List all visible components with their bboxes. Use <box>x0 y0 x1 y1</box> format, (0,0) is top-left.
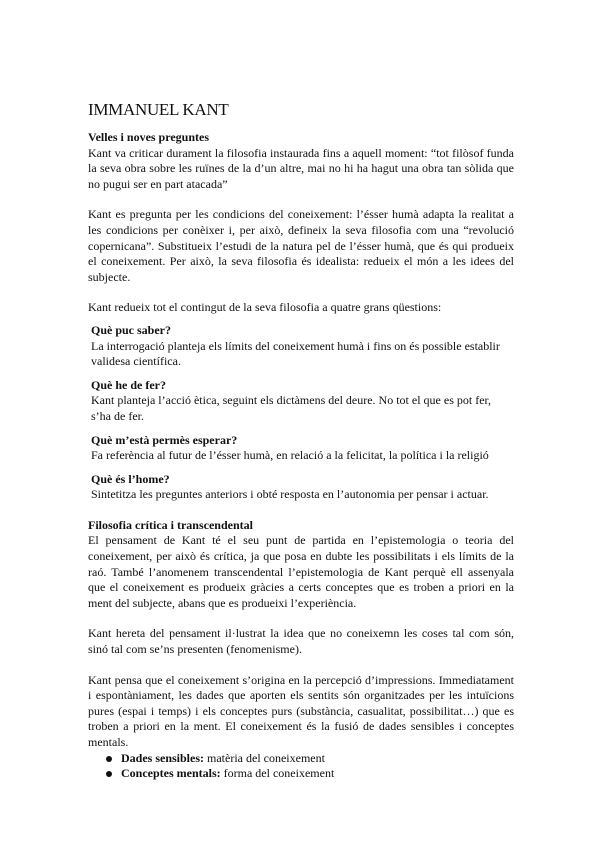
page-title: IMMANUEL KANT <box>88 100 229 120</box>
paragraph: El pensament de Kant té el seu punt de partida en l’epistemologia o teoria del coneixement, per això és crítica, ja que posa en dubte les possibilitats i els límits de la raó. També l’anomenem transcendental l’epistemologia de Kant perquè ell assenyala que el coneixement es produeix gràcies a certs conceptes que es troben a priori en la ment del subjecte, abans que es produeixi l’experiència. <box>88 533 514 610</box>
question-block <box>91 433 514 464</box>
bullet-term: Conceptes mentals: <box>121 766 221 781</box>
bullet-icon <box>106 771 112 777</box>
list-item <box>106 766 514 782</box>
bullet-desc: forma del coneixement <box>220 766 335 781</box>
paragraph: Kant pensa que el coneixement s’origina en la percepció d’impressions. Immediatament i espontàniament, les dades que aporten els sentits són organitzades per les intuïcions pures (espai i temps) i els conceptes purs (substància, casualitat, possibilitat…) que es troben a priori en la ment. El coneixement és la fusió de dades sensibles i conceptes mentals. <box>88 672 514 749</box>
question-heading: Què he de fer? <box>91 377 166 392</box>
question-block <box>91 378 514 425</box>
list-item <box>106 751 514 767</box>
bullet-icon <box>106 756 112 762</box>
question-answer: Kant planteja l’acció ètica, seguint els dictàmens del deure. No tot el que es pot fer, s’ha de fer. <box>91 393 492 423</box>
question-answer: Sintetitza les preguntes anteriors i obté resposta en l’autonomia per pensar i actuar. <box>91 487 489 502</box>
question-block <box>91 472 514 503</box>
paragraph: Kant redueix tot el contingut de la seva filosofia a quatre grans qüestions: <box>88 300 442 315</box>
paragraph: Kant va criticar durament la filosofia instaurada fins a aquell moment: “tot filòsof funda la seva obra sobre les ruïnes de la d’un altre, mai no hi ha hagut una obra tan sòlida que no pugui ser en part atacada” <box>88 145 514 191</box>
question-block <box>91 323 514 370</box>
paragraph: Kant es pregunta per les condicions del coneixement: l’ésser humà adapta la realitat a les condicions per conèixer i, per això, defineix la seva filosofia com una “revolució copernicana”. Substitueix l’estudi de la natura pel de l’ésser humà, que és qui produeix el coneixement. Per això, la seva filosofia és idealista: redueix el món a les idees del subjecte. <box>88 207 514 284</box>
question-heading: Què puc saber? <box>91 322 172 337</box>
document-body <box>88 130 514 782</box>
bullet-desc: matèria del coneixement <box>204 750 325 765</box>
question-heading: Què m’està permès esperar? <box>91 432 238 447</box>
paragraph: Kant hereta del pensament il·lustrat la idea que no coneixemn les coses tal com són, sinó tal com se’ns presenten (fenomenisme). <box>88 626 514 657</box>
section-heading: Filosofia crítica i transcendental <box>88 517 253 532</box>
question-answer: La interrogació planteja els límits del coneixement humà i fins on és possible establir validesa científica. <box>91 338 500 369</box>
section-heading: Velles i noves preguntes <box>88 130 210 144</box>
question-answer: Fa referència al futur de l’ésser humà, en relació a la felicitat, la política i la religió <box>91 448 489 463</box>
question-heading: Què és l’home? <box>91 471 170 486</box>
bullet-term: Dades sensibles: <box>121 750 205 765</box>
bullet-list <box>88 751 514 782</box>
